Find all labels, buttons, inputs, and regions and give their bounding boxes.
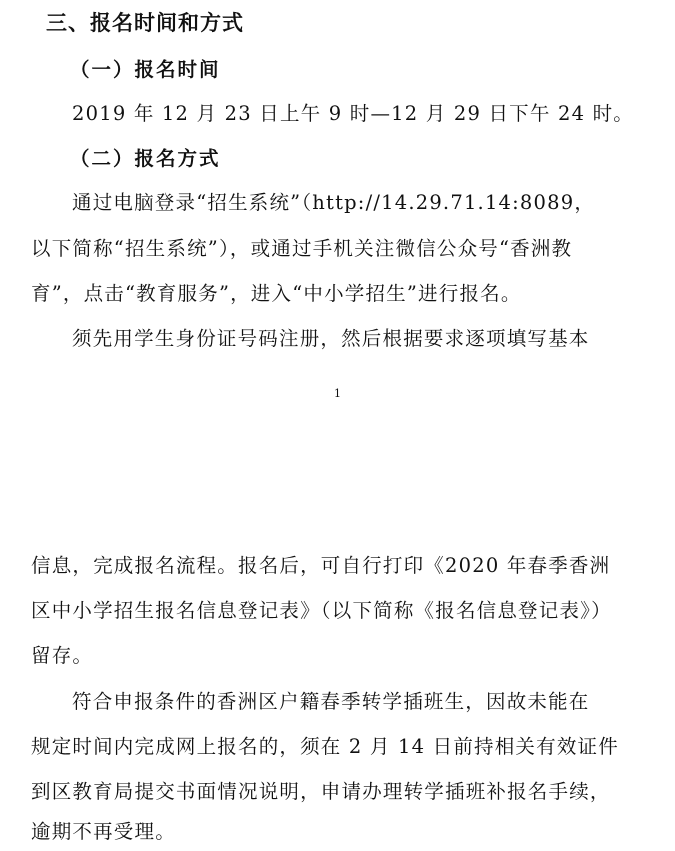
time-subheading: （一）报名时间 (70, 58, 221, 81)
late-registration-line: 逾期不再受理。 (31, 820, 176, 843)
method-subheading: （二）报名方式 (70, 147, 221, 170)
registration-steps-line: 信息，完成报名流程。报名后，可自行打印《2020 年春季香洲 (31, 554, 611, 577)
page-number: 1 (334, 387, 341, 400)
late-registration-line: 规定时间内完成网上报名的，须在 2 月 14 日前持相关有效证件 (31, 735, 619, 758)
late-registration-line: 符合申报条件的香洲区户籍春季转学插班生，因故未能在 (72, 690, 590, 713)
method-paragraph-line: 育”，点击“教育服务”，进入“中小学招生”进行报名。 (31, 282, 522, 305)
registration-steps-line: 区中小学招生报名信息登记表》（以下简称《报名信息登记表》） (31, 599, 612, 622)
registration-time-text: 2019 年 12 月 23 日上午 9 时—12 月 29 日下午 24 时。 (72, 102, 634, 125)
method-paragraph-line: 以下简称“招生系统”），或通过手机关注微信公众号“香洲教 (31, 237, 573, 260)
registration-steps-line: 须先用学生身份证号码注册，然后根据要求逐项填写基本 (72, 327, 590, 350)
registration-steps-line: 留存。 (31, 644, 94, 667)
late-registration-line: 到区教育局提交书面情况说明，申请办理转学插班补报名手续， (31, 780, 611, 803)
section-heading: 三、报名时间和方式 (46, 11, 244, 35)
method-paragraph-line: 通过电脑登录“招生系统”（http://14.29.71.14:8089， (72, 191, 596, 214)
